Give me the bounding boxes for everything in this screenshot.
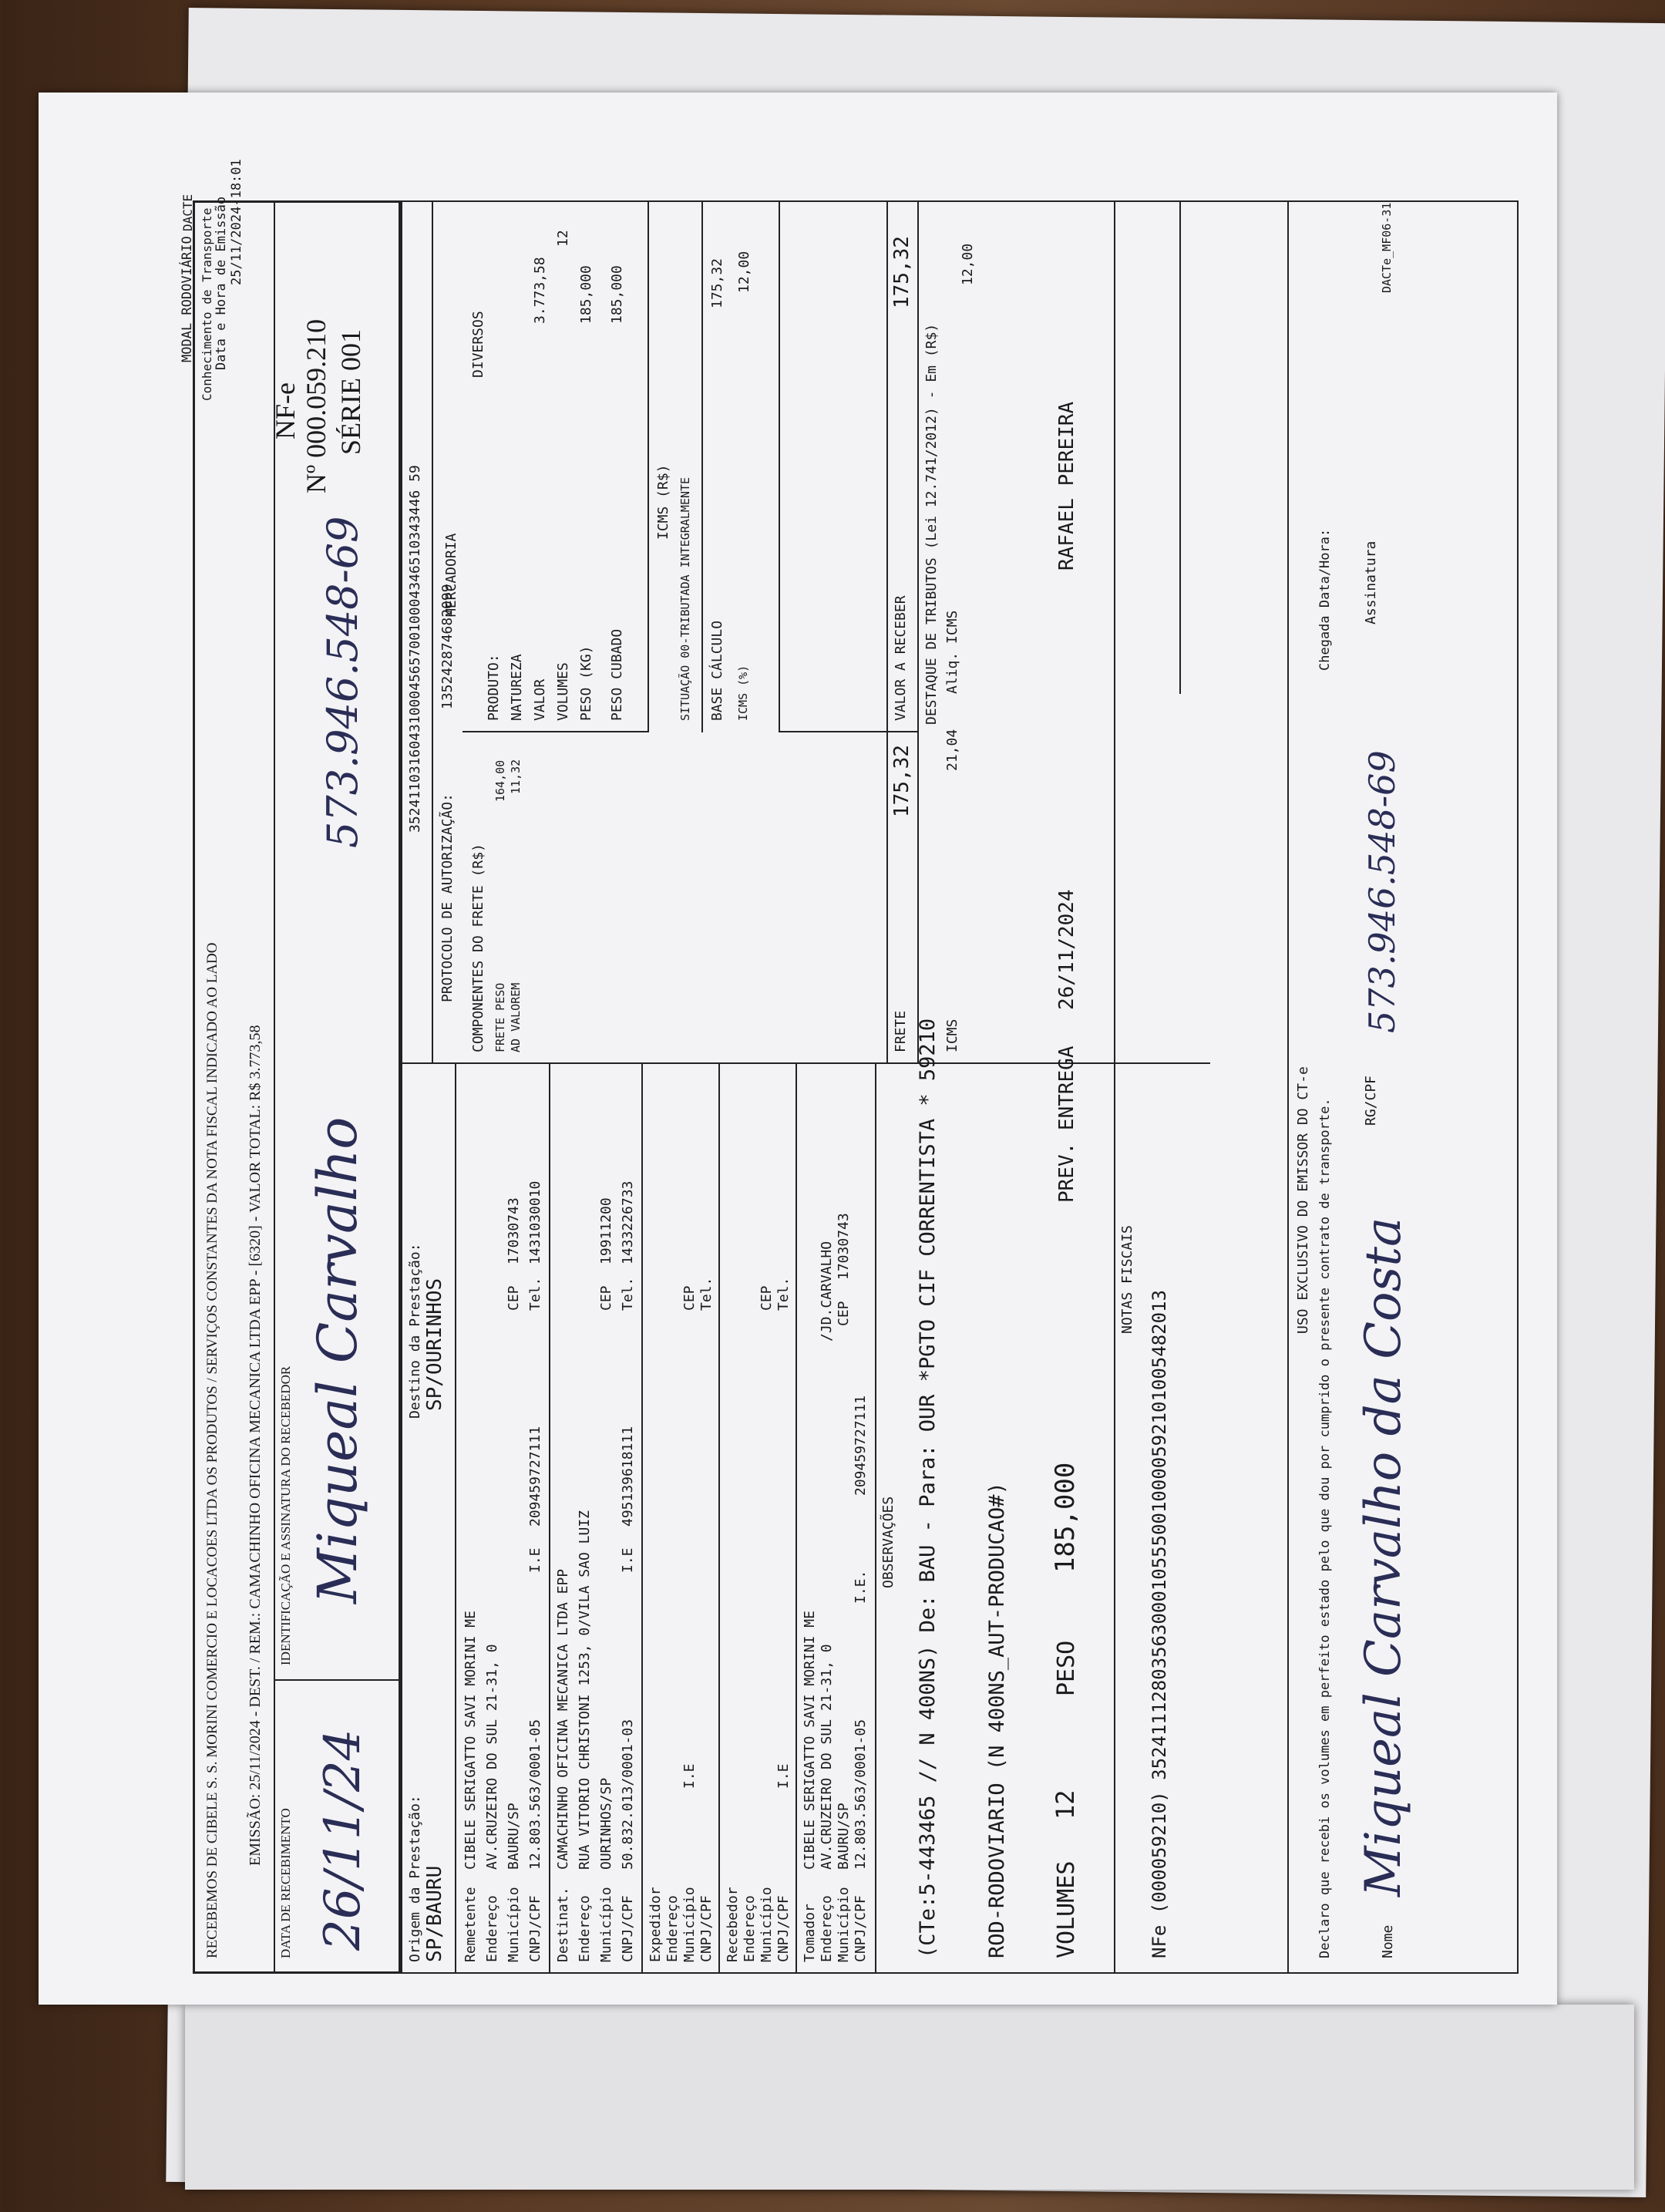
- nome-handwritten: Miqueal Carvalho da Costa: [1355, 1217, 1412, 1897]
- remetente-bottom: [549, 1064, 550, 1974]
- declaro-text: Declaro que recebi os volumes em perfeito estado pelo que dou por cumprido o presente contrato de transporte.: [1317, 1098, 1333, 1958]
- freight-row-2-label: AD VALOREM: [509, 982, 523, 1052]
- tomador-cep: 17030743: [836, 1213, 852, 1280]
- protocol-label: PROTOCOLO DE AUTORIZAÇÃO:: [439, 793, 456, 1002]
- icms-title: ICMS (R$): [655, 464, 671, 540]
- rg-label: RG/CPF: [1363, 1075, 1379, 1126]
- dacte-document: [39, 93, 1557, 2005]
- destinatario-ie-label: I.E: [620, 1547, 636, 1573]
- recebedor-bottom: [796, 1064, 797, 1974]
- expedidor-municipio-label: Município: [681, 1887, 698, 1962]
- tomador-endereco-label: Endereço: [819, 1895, 835, 1962]
- nf-label: NF-e: [270, 382, 301, 439]
- destinatario-name: CAMACHINHO OFICINA MECANICA LTDA EPP: [555, 1568, 571, 1870]
- receipt-date-label: DATA DE RECEBIMENTO: [278, 1808, 293, 1958]
- nf-number: Nº 000.059.210: [301, 318, 331, 493]
- remetente-tel-label: Tel.: [527, 1277, 543, 1311]
- tributos-icms-label: ICMS: [944, 1018, 960, 1052]
- obs-volumes-label: VOLUMES: [1053, 1860, 1080, 1958]
- freight-row-2-value: 11,32: [509, 759, 523, 794]
- tomador-bairro: /JD.CARVALHO: [819, 1241, 835, 1342]
- destinatario-endereco-label: Endereço: [577, 1895, 593, 1962]
- peso-cubado-label: PESO CUBADO: [609, 628, 625, 721]
- expedidor-cep-label: CEP: [681, 1285, 698, 1311]
- base-value: 175,32: [709, 258, 725, 308]
- dest-label: Destino da Prestação:: [407, 1243, 423, 1419]
- remetente-label: Remetente: [462, 1887, 479, 1962]
- icms-bottom: [779, 200, 780, 732]
- obs-peso-label: PESO: [1053, 1640, 1080, 1696]
- tributos-icms-value: 21,04: [944, 729, 960, 771]
- destinatario-municipio: OURINHOS/SP: [598, 1777, 614, 1870]
- receipt-divider-v: [274, 1679, 401, 1681]
- remetente-endereco: AV.CRUZEIRO DO SUL 21-31, 0: [484, 1644, 500, 1870]
- recebedor-cep-label: CEP: [758, 1285, 775, 1311]
- obs-top: [875, 1064, 876, 1974]
- dacte-subtitle: Conhecimento de Transporte: [200, 207, 214, 401]
- route-bottom: [455, 1064, 456, 1974]
- tomador-endereco: AV.CRUZEIRO DO SUL 21-31, 0: [819, 1644, 835, 1870]
- uso-exclusivo: USO EXCLUSIVO DO EMISSOR DO CT-e: [1295, 1066, 1311, 1334]
- destinatario-municipio-label: Município: [598, 1887, 614, 1962]
- tomador-name: CIBELE SERIGATTO SAVI MORINI ME: [802, 1611, 818, 1870]
- receipt-strip: [193, 200, 401, 1974]
- icms-situacao: SITUAÇÃO 00-TRIBUTADA INTEGRALMENTE: [678, 476, 692, 721]
- icms-divider: [701, 200, 703, 732]
- destinatario-cnpj: 50.832.013/0001-03: [620, 1719, 636, 1870]
- peso-cubado-value: 185,000: [609, 265, 625, 324]
- destinatario-ie: 495139618111: [620, 1426, 636, 1527]
- receipt-emission-line: EMISSÃO: 25/11/2024 - DEST. / REM.: CAMACHINHO OFICINA MECANICA LTDA EPP - [6320] - VALOR TOTAL: R$ 3.773,58: [247, 1025, 264, 1866]
- destinatario-cnpj-label: CNPJ/CPF: [620, 1895, 636, 1962]
- emission-label: Data e Hora de Emissão: [214, 196, 229, 370]
- freight-bottom: [886, 732, 888, 1064]
- tributos-aliq-label: Aliq. ICMS: [944, 610, 960, 694]
- remetente-cep-label: CEP: [506, 1285, 522, 1311]
- destinatario-cep-label: CEP: [598, 1285, 614, 1311]
- protocol-value: 135242874682099: [439, 584, 456, 709]
- freight-title: COMPONENTES DO FRETE (R$): [470, 843, 486, 1052]
- paper-stack-back: [185, 2005, 1634, 2190]
- valor-label: VALOR: [532, 678, 548, 721]
- volumes-label: VOLUMES: [555, 662, 571, 721]
- remetente-ie-label: I.E: [527, 1547, 543, 1573]
- obs-volumes-value: 12: [1051, 1789, 1080, 1820]
- modal-label: MODAL RODOVIÁRIO: [180, 236, 195, 362]
- emission-value: 25/11/2024-18:01: [229, 159, 244, 285]
- tributos-top: [917, 200, 919, 1064]
- nf-series: SÉRIE 001: [335, 328, 366, 455]
- expedidor-ie-label: I.E: [681, 1763, 698, 1789]
- frete-value: 175,32: [890, 745, 913, 817]
- tomador-municipio-label: Município: [836, 1887, 852, 1962]
- remetente-tel: 1431030010: [527, 1180, 543, 1264]
- destinatario-tel-label: Tel.: [620, 1277, 636, 1311]
- frete-label: FRETE: [893, 1010, 909, 1052]
- valor-value: 3.773,58: [532, 257, 548, 324]
- volumes-value: 12: [555, 230, 571, 247]
- receipt-id-handwritten: 573.946.548-69: [318, 516, 367, 848]
- obs-title: OBSERVAÇÕES: [880, 1496, 896, 1588]
- freight-row-1-value: 164,00: [493, 759, 507, 802]
- receipt-date-handwritten: 26/11/24: [314, 1729, 372, 1951]
- freight-merch-divider: [462, 731, 648, 732]
- route-divider: [401, 1062, 1210, 1064]
- expedidor-label: Expedidor: [648, 1887, 664, 1962]
- prev-entrega-label: PREV. ENTREGA: [1055, 1045, 1078, 1203]
- expedidor-bottom: [718, 1064, 720, 1974]
- nfe-line: NFe (000059210) 35241112803563000105550010000592101005482013: [1149, 1290, 1170, 1958]
- destinatario-cep: 19911200: [598, 1197, 614, 1264]
- notas-bottom: [1179, 200, 1181, 694]
- produto-value: DIVERSOS: [470, 311, 486, 378]
- footer-top: [1287, 200, 1289, 1974]
- remetente-endereco-label: Endereço: [484, 1895, 500, 1962]
- rg-handwritten: 573.946.548-69: [1361, 750, 1403, 1033]
- assinatura-label: Assinatura: [1363, 540, 1379, 625]
- dest-value: SP/OURINHOS: [423, 1278, 446, 1411]
- origin-label: Origem da Prestação:: [407, 1795, 423, 1962]
- remetente-cnpj: 12.803.563/0001-05: [527, 1719, 543, 1870]
- access-key: 35241103160431000456570010004346510343446 59: [407, 465, 423, 833]
- remetente-cnpj-label: CNPJ/CPF: [527, 1895, 543, 1962]
- chegada-label: Chegada Data/Hora:: [1317, 528, 1333, 671]
- notas-top: [1114, 200, 1115, 1974]
- remetente-cep: 17030743: [506, 1197, 522, 1264]
- tomador-cep-label: CEP: [836, 1301, 852, 1326]
- recebedor-municipio-label: Município: [758, 1887, 775, 1962]
- origin-value: SP/BAURU: [423, 1865, 446, 1962]
- freight-row-1-label: FRETE PESO: [493, 982, 507, 1052]
- receipt-id-label: IDENTIFICAÇÃO E ASSINATURA DO RECEBEDOR: [278, 1365, 293, 1665]
- recebedor-ie-label: I.E: [775, 1763, 792, 1789]
- tomador-cnpj-label: CNPJ/CPF: [853, 1895, 869, 1962]
- key-divider: [432, 200, 433, 1064]
- natureza-label: NATUREZA: [509, 654, 525, 721]
- produto-label: PRODUTO:: [486, 654, 502, 721]
- base-label: BASE CÁLCULO: [709, 620, 725, 721]
- obs-peso-value: 185,000: [1050, 1462, 1081, 1573]
- obs-line-2: ROD-RODOVIARIO (N 400NS_AUT-PRODUCAO#): [985, 1482, 1009, 1958]
- remetente-ie: 209459727111: [527, 1426, 543, 1527]
- tomador-cnpj: 12.803.563/0001-05: [853, 1719, 869, 1870]
- destinatario-bottom: [641, 1064, 643, 1974]
- destinatario-tel: 1433226733: [620, 1180, 636, 1264]
- recebedor-cnpj-label: CNPJ/CPF: [775, 1895, 792, 1962]
- dacte-code: DACTe_MF06-31: [1380, 202, 1394, 293]
- receipt-divider: [274, 200, 275, 1974]
- prev-entrega-value: 26/11/2024: [1055, 889, 1078, 1010]
- tomador-ie: 209459727111: [853, 1395, 869, 1496]
- recebedor-tel-label: Tel.: [775, 1277, 792, 1311]
- destinatario-endereco: RUA VITORIO CHRISTONI 1253, 0/VILA SAO LUIZ: [577, 1510, 593, 1870]
- remetente-municipio-label: Município: [506, 1887, 522, 1962]
- valor-receber-label: VALOR A RECEBER: [893, 595, 909, 721]
- icms-pct-label: ICMS (%): [736, 665, 750, 721]
- expedidor-tel-label: Tel.: [698, 1277, 715, 1311]
- tributos-aliq-value: 12,00: [960, 243, 976, 285]
- peso-label: PESO (KG): [578, 645, 594, 721]
- receber-top: [886, 200, 888, 732]
- valor-receber-value: 175,32: [890, 236, 913, 308]
- dacte-title: DACTE: [180, 194, 195, 231]
- recebedor-endereco-label: Endereço: [742, 1895, 758, 1962]
- expedidor-endereco-label: Endereço: [664, 1895, 681, 1962]
- tributos-label: DESTAQUE DE TRIBUTOS (Lei 12.741/2012) - Em (R$): [923, 323, 940, 725]
- destinatario-label: Destinat.: [555, 1887, 571, 1962]
- expedidor-cnpj-label: CNPJ/CPF: [698, 1895, 715, 1962]
- icms-pct-value: 12,00: [736, 251, 752, 293]
- merch-title: MERCADORIA: [443, 533, 459, 617]
- merch-bottom: [648, 200, 649, 732]
- tomador-municipio: BAURU/SP: [836, 1803, 852, 1870]
- obs-line-1: (CTe:5-443465 // N 400NS) De: BAU - Para: OUR *PGTO CIF CORRENTISTA * 59210: [916, 1018, 940, 1958]
- remetente-municipio: BAURU/SP: [506, 1803, 522, 1870]
- remetente-name: CIBELE SERIGATTO SAVI MORINI ME: [462, 1611, 479, 1870]
- receipt-signature: Miqueal Carvalho: [306, 1116, 369, 1604]
- receber-divider: [779, 731, 917, 732]
- peso-value: 185,000: [578, 265, 594, 324]
- tomador-ie-label: I.E.: [853, 1570, 869, 1604]
- tomador-label: Tomador: [802, 1904, 818, 1962]
- driver-name: RAFAEL PEREIRA: [1055, 401, 1078, 571]
- receipt-header: RECEBEMOS DE CIBELE S. S. MORINI COMERCIO E LOCACOES LTDA OS PRODUTOS / SERVIÇOS CONSTANTES DA NOTA FISCAL INDICADO AO LADO: [204, 942, 220, 1958]
- nome-label: Nome: [1380, 1924, 1396, 1958]
- notas-title: NOTAS FISCAIS: [1119, 1225, 1135, 1334]
- recebedor-label: Recebedor: [725, 1887, 741, 1962]
